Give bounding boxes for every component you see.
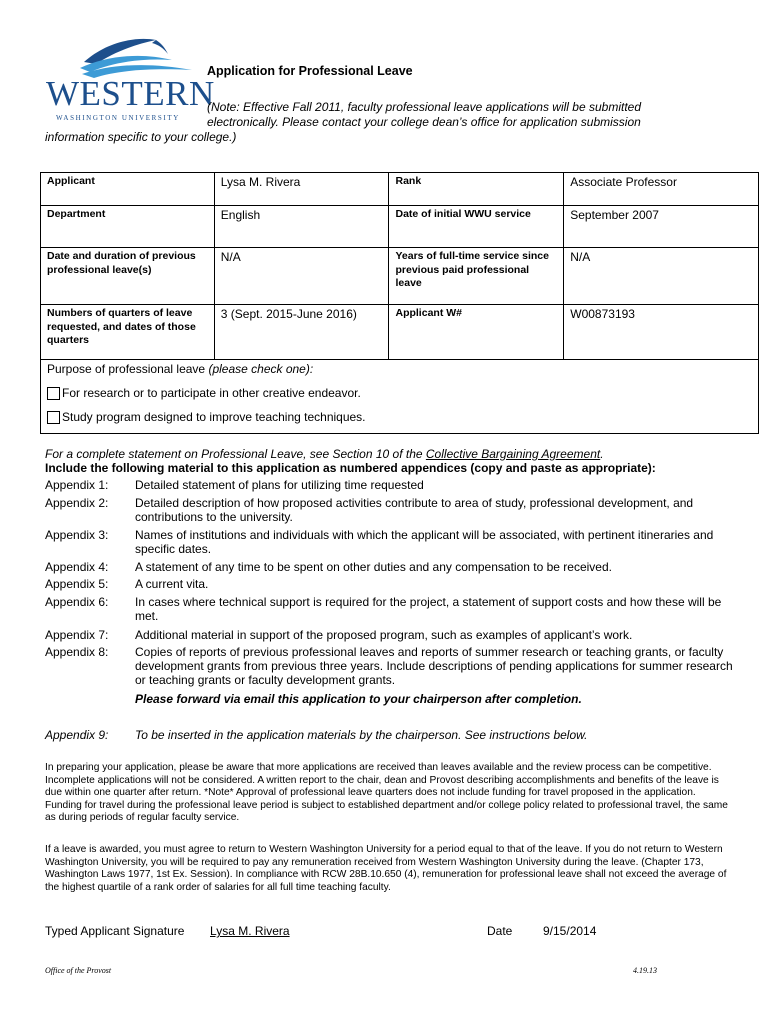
study-checkbox[interactable]: [47, 411, 60, 424]
rank-label: Rank: [389, 173, 564, 206]
initial-service-label: Date of initial WWU service: [389, 206, 564, 248]
list-item: [45, 728, 587, 742]
appendix-text: Detailed statement of plans for utilizing time requested: [135, 478, 424, 492]
list-item: [45, 577, 735, 591]
footer-office: Office of the Provost: [45, 966, 112, 975]
return-obligation: If a leave is awarded, you must agree to return to Western Washington University for a period equal to that of the leave. If you do not return to Western Washington University, you will be required to pay any remuneration received from Western Washington University during the leave. (Chapter 173, Washington Laws 1977, 1st Ex. Session). In compliance with RCW 28B.10.650 (4), remuneration for professional leave shall not exceed the average of the highest quartile of a rank order of salaries for all full time teaching faculty.: [45, 844, 727, 893]
logo-subtitle: WASHINGTON UNIVERSITY: [56, 114, 180, 122]
appendix-key: Appendix 7:: [45, 628, 109, 642]
appendix-key: Appendix 8:: [45, 645, 109, 659]
date-value[interactable]: 9/15/2014: [543, 924, 597, 938]
list-item: [45, 478, 735, 492]
initial-service-value[interactable]: September 2007: [564, 206, 759, 248]
research-option[interactable]: [47, 386, 752, 400]
application-guidance: In preparing your application, please be aware that more applications are received than leaves available and the review process can be competitive. Incomplete applications will not be considered. A written report to the chair, dean and Provost describing accomplishments and benefits of the leave is due within one quarter after return. *Note* Approval of professional leave quarters does not include funding for travel proposed in the application. Funding for travel during the professional leave period is subject to established department and/or college policy related to professional travel, the same as during periods of regular faculty service.: [45, 762, 728, 823]
applicant-value[interactable]: Lysa M. Rivera: [214, 173, 389, 206]
purpose-hint: (please check one):: [208, 362, 314, 376]
appendix-text: In cases where technical support is required for the project, a statement of support costs and how these will be met.: [135, 595, 722, 623]
appendix-key: Appendix 6:: [45, 595, 109, 609]
applicant-label: Applicant: [41, 173, 215, 206]
study-option[interactable]: [47, 410, 752, 424]
complete-statement-period: .: [600, 447, 604, 461]
list-item: [45, 560, 735, 574]
appendix-text: A statement of any time to be spent on other duties and any compensation to be received.: [135, 560, 612, 574]
quarters-value[interactable]: 3 (Sept. 2015-June 2016): [214, 305, 389, 360]
list-item: [45, 595, 735, 623]
table-row: [41, 305, 759, 360]
list-item: [45, 628, 735, 642]
applicant-info-table: [40, 172, 759, 434]
years-service-label: Years of full-time service since previous paid professional leave: [389, 248, 564, 305]
table-row: [41, 206, 759, 248]
appendix-text: Additional material in support of the proposed program, such as examples of applicant’s work.: [135, 628, 633, 642]
appendix-key: Appendix 3:: [45, 528, 109, 542]
previous-leave-value[interactable]: N/A: [214, 248, 389, 305]
years-service-value[interactable]: N/A: [564, 248, 759, 305]
appendix-text: Names of institutions and individuals with which the applicant will be associated, with pertinent itineraries and specific dates.: [135, 528, 714, 556]
western-logo: [44, 34, 215, 124]
list-item: [45, 528, 735, 556]
department-value[interactable]: English: [214, 206, 389, 248]
list-item: [45, 645, 735, 687]
department-label: Department: [41, 206, 215, 248]
complete-statement-text: For a complete statement on Professional Leave, see Section 10 of the: [45, 447, 426, 461]
applicant-w-value[interactable]: W00873193: [564, 305, 759, 360]
previous-leave-label: Date and duration of previous professional leave(s): [41, 248, 215, 305]
rank-value[interactable]: Associate Professor: [564, 173, 759, 206]
appendix-key: Appendix 2:: [45, 496, 109, 510]
research-option-label: For research or to participate in other creative endeavor.: [62, 386, 361, 400]
submission-note-continued: information specific to your college.): [45, 130, 237, 144]
purpose-cell: [41, 360, 759, 434]
appendix-key: Appendix 5:: [45, 577, 109, 591]
include-instructions: Include the following material to this application as numbered appendices (copy and paste as appropriate):: [45, 461, 656, 475]
table-row: [41, 360, 759, 434]
table-row: [41, 248, 759, 305]
appendix-key: Appendix 1:: [45, 478, 109, 492]
study-option-label: Study program designed to improve teaching techniques.: [62, 410, 366, 424]
cba-link[interactable]: Collective Bargaining Agreement: [425, 447, 601, 461]
research-checkbox[interactable]: [47, 387, 60, 400]
complete-statement: [45, 447, 604, 461]
appendix-text: Copies of reports of previous professional leaves and reports of summer research or teaching grants, or faculty development grants from previous three years. Include descriptions of pending applications for summer research or teaching grants or faculty development grants.: [135, 645, 733, 687]
submission-note: (Note: Effective Fall 2011, faculty professional leave applications will be submitted electronically. Please contact your college dean’s office for application submission: [207, 100, 641, 129]
table-row: [41, 173, 759, 206]
date-label: Date: [487, 924, 513, 938]
appendix-key: Appendix 4:: [45, 560, 109, 574]
quarters-label: Numbers of quarters of leave requested, and dates of those quarters: [41, 305, 215, 360]
signature-name[interactable]: Lysa M. Rivera: [210, 924, 290, 938]
forward-note: Please forward via email this application to your chairperson after completion.: [135, 692, 582, 706]
applicant-w-label: Applicant W#: [389, 305, 564, 360]
appendix-text: To be inserted in the application materials by the chairperson. See instructions below.: [135, 728, 588, 742]
appendix-text: Detailed description of how proposed activities contribute to area of study, professional development, and contributions to the university.: [135, 496, 694, 524]
signature-label: Typed Applicant Signature: [45, 924, 185, 938]
logo-wordmark: WESTERN: [46, 74, 215, 113]
list-item: [45, 496, 735, 524]
purpose-label: Purpose of professional leave: [47, 362, 206, 376]
appendix-text: A current vita.: [135, 577, 209, 591]
appendix-key: Appendix 9:: [45, 728, 109, 742]
footer-revision: 4.19.13: [633, 966, 657, 975]
page-title: Application for Professional Leave: [207, 64, 413, 78]
